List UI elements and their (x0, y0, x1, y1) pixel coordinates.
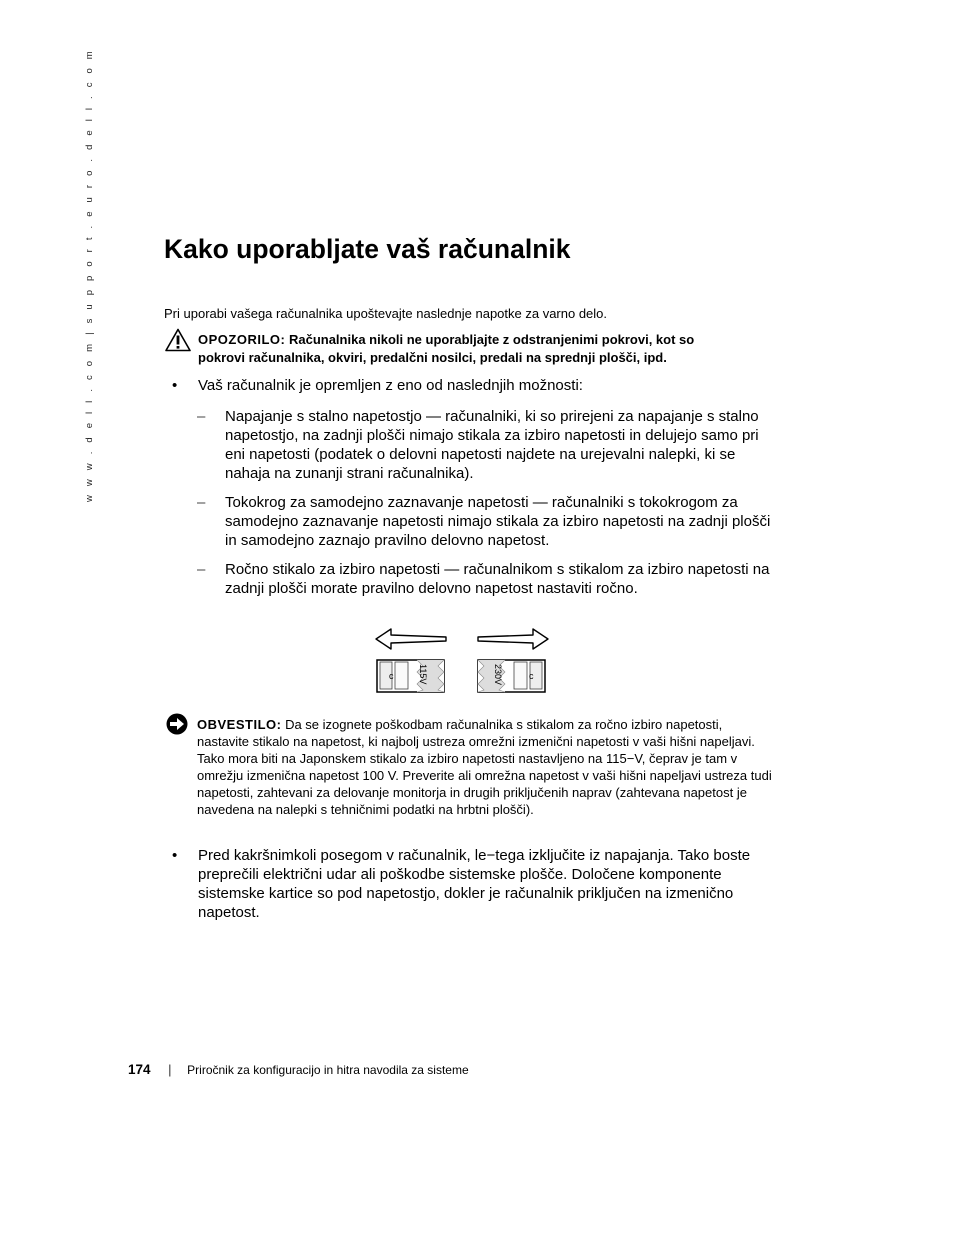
page-number: 174 (128, 1062, 151, 1077)
dash-marker: – (197, 408, 206, 425)
warning-label: OPOZORILO: (198, 332, 286, 347)
svg-text:c: c (389, 671, 394, 681)
warning-triangle-icon (165, 328, 191, 352)
warning-text-line1: Računalnika nikoli ne uporabljajte z odstranjenimi pokrovi, kot so (288, 332, 695, 347)
sidebar-url (84, 48, 100, 502)
arrow-left-icon (376, 629, 446, 649)
bullet-text: Pred kakršnimkoli posegom v računalnik, le−tega izključite iz napajanja. Tako boste preprečili električni udar ali poškodbe sistemske plošče. Določene komponente sistemske kartice so pod napetostjo, dokler je računalnik priključen na izmenično napetost. (198, 847, 751, 921)
footer-separator: | (168, 1062, 172, 1077)
switch-label-115v: 115V (418, 664, 428, 685)
notice-text: Da se izognete poškodbam računalnika s stikalom za ročno izbiro napetosti, nastavite stikalo na napetost, ki najbolj ustreza omrežni izmenični napetosti v vaši hišni napeljavi. Tako mora biti na Japonskem stikalo za izbiro napetosti nastavljeno na 115−V, čeprav je tam v omrežju izmenična napetost 100 V. Preverite ali omrežna napetost v vaši hišni napeljavi ustreza tudi napetosti, zahtevani za delovanje monitorja in drugih priključenih naprav (zahtevana napetost je navedena na nalepki s tehničnimi podatki na hrbtni plošči). (197, 717, 772, 817)
bullet-marker: • (172, 377, 178, 394)
switch-label-230v: 230V (493, 664, 503, 686)
bullet-text: Vaš računalnik je opremljen z eno od naslednjih možnosti: (198, 377, 583, 394)
dash-marker: – (197, 561, 206, 578)
notice-label: OBVESTILO: (197, 717, 282, 732)
arrow-right-icon (478, 629, 548, 649)
notice-icon (166, 713, 188, 735)
option-text: Napajanje s stalno napetostjo — računalniki, ki so prirejeni za napajanje s stalno napetostjo, na zadnji plošči nimajo stikala za izbiro napetosti in delujejo samo pri eni napetosti (podatek o delovni napetosti najdete na urejevalni nalepki, ki se nahaja na zunanji strani računalnika). (225, 408, 759, 482)
dash-marker: – (197, 494, 206, 511)
page-footer (128, 1062, 469, 1078)
svg-text:c: c (529, 671, 534, 681)
page-title: Kako uporabljate vaš računalnik (164, 234, 571, 264)
intro-text: Pri uporabi vašega računalnika upoštevajte naslednje napotke za varno delo. (164, 306, 608, 321)
warning-text-line2: pokrovi računalnika, okviri, predalčni nosilci, predali na sprednji plošči, ipd. (198, 350, 667, 365)
option-text: Ročno stikalo za izbiro napetosti — računalnikom s stikalom za izbiro napetosti na zadnji plošči morate pravilno delovno napetost nastaviti ročno. (225, 561, 770, 597)
option-text: Tokokrog za samodejno zaznavanje napetosti — računalniki s tokokrogom za samodejno zaznavanje napetosti nimajo stikala za izbiro napetosti na zadnji plošči in samodejno zaznajo pravilno delovno napetost. (225, 494, 771, 549)
bullet-marker: • (172, 847, 178, 864)
voltage-switch-illustration (374, 626, 554, 696)
sidebar-url-text: w w w . d e l l . c o m | s u p p o r t . e u r o . d e l l . c o m (84, 48, 95, 502)
switch-230v (478, 660, 545, 692)
switch-115v (377, 660, 444, 692)
footer-text: Priročnik za konfiguracijo in hitra navodila za sisteme (187, 1063, 469, 1077)
